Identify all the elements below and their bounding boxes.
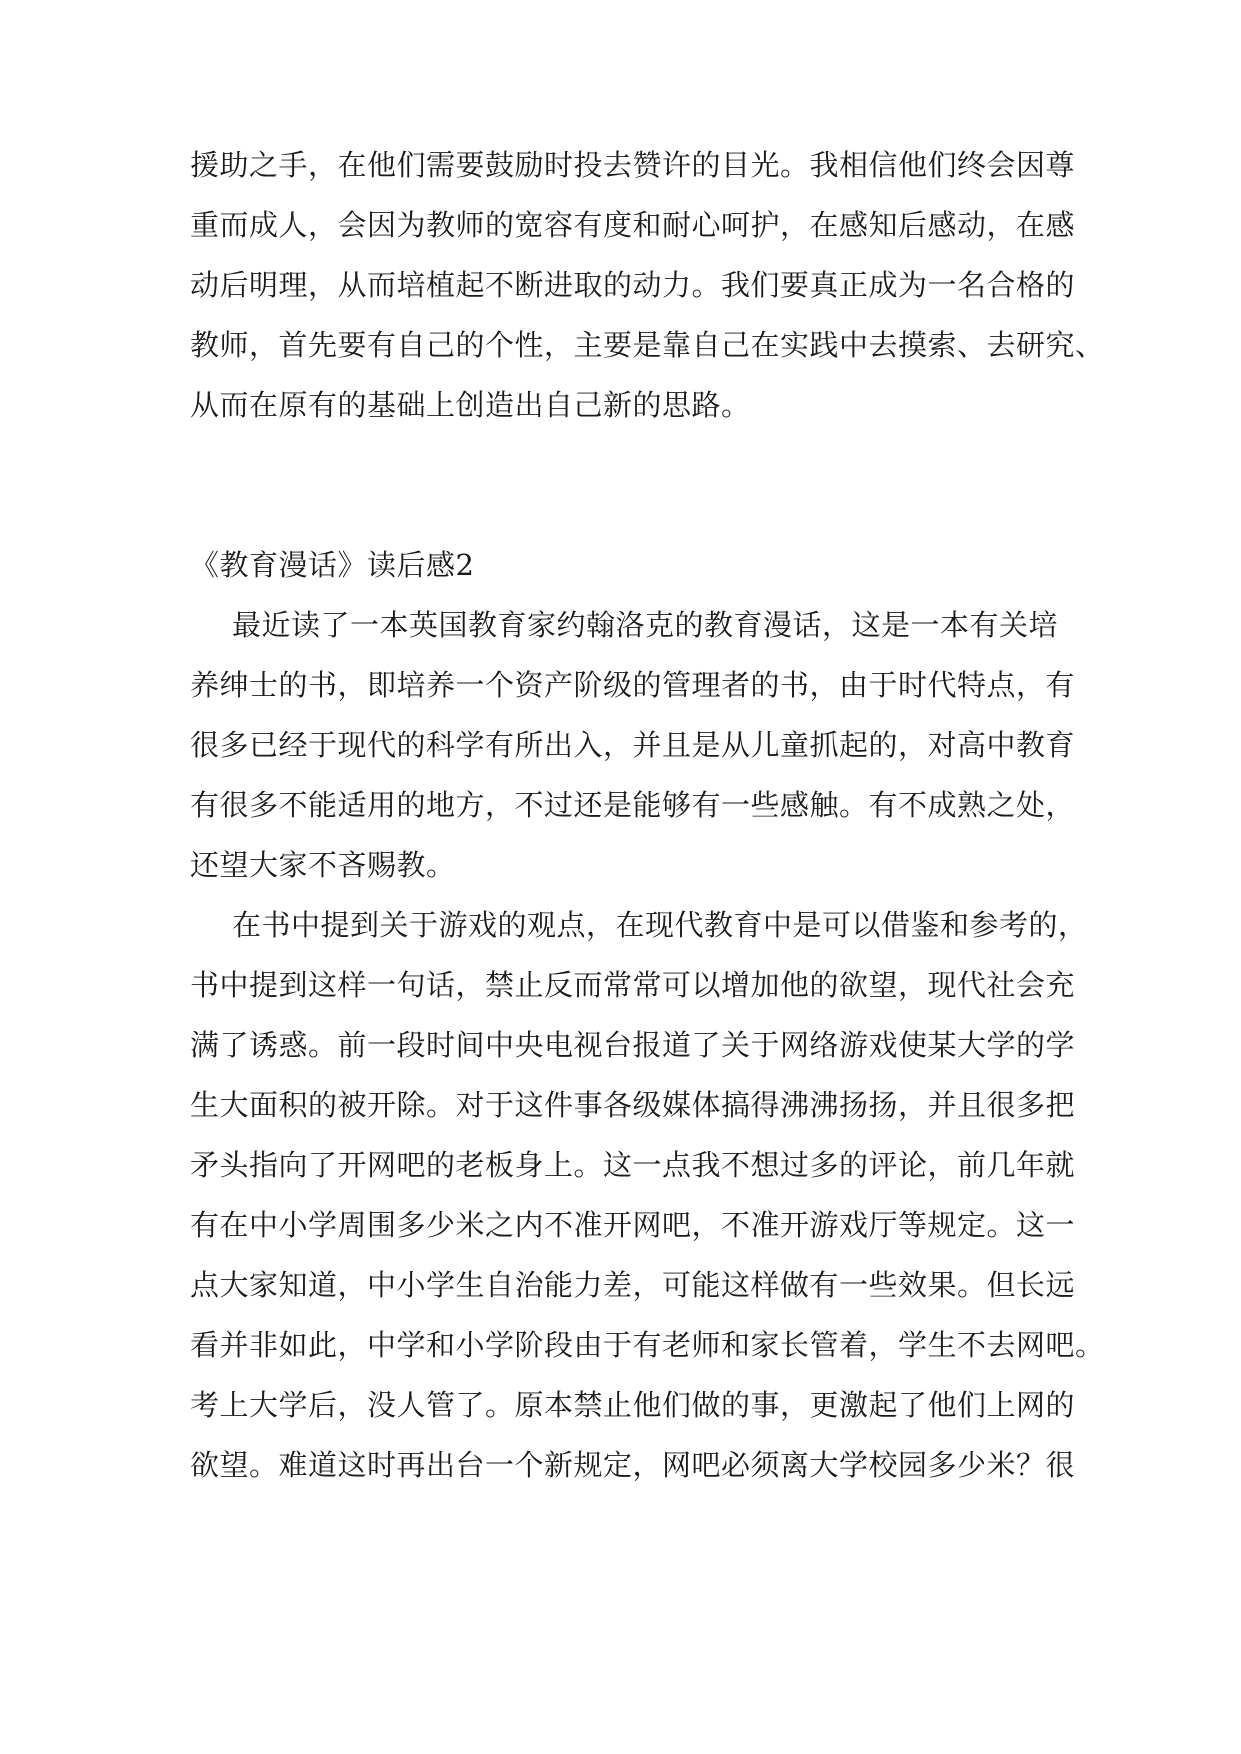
paragraph-1-line-1: 援助之手，在他们需要鼓励时投去赞许的目光。我相信他们终会因尊 xyxy=(190,148,1076,182)
paragraph-3-line-1: 在书中提到关于游戏的观点，在现代教育中是可以借鉴和参考的， xyxy=(232,908,1088,942)
paragraph-2-line-1: 最近读了一本英国教育家约翰洛克的教育漫话，这是一本有关培 xyxy=(232,608,1059,642)
paragraph-1-line-5: 从而在原有的基础上创造出自己新的思路。 xyxy=(190,388,751,422)
paragraph-3-line-9: 考上大学后，没人管了。原本禁止他们做的事，更激起了他们上网的 xyxy=(190,1388,1076,1422)
paragraph-1-line-4: 教师，首先要有自己的个性，主要是靠自己在实践中去摸索、去研究、 xyxy=(190,328,1105,362)
paragraph-3-line-6: 有在中小学周围多少米之内不准开网吧，不准开游戏厅等规定。这一 xyxy=(190,1208,1076,1242)
paragraph-3-line-3: 满了诱惑。前一段时间中央电视台报道了关于网络游戏使某大学的学 xyxy=(190,1028,1076,1062)
paragraph-3-line-4: 生大面积的被开除。对于这件事各级媒体搞得沸沸扬扬，并且很多把 xyxy=(190,1088,1076,1122)
paragraph-3-line-7: 点大家知道，中小学生自治能力差，可能这样做有一些效果。但长远 xyxy=(190,1268,1076,1302)
paragraph-2-line-2: 养绅士的书，即培养一个资产阶级的管理者的书，由于时代特点，有 xyxy=(190,668,1076,702)
paragraph-3-line-5: 矛头指向了开网吧的老板身上。这一点我不想过多的评论，前几年就 xyxy=(190,1148,1076,1182)
paragraph-2-line-4: 有很多不能适用的地方，不过还是能够有一些感触。有不成熟之处， xyxy=(190,788,1076,822)
paragraph-1-line-3: 动后明理，从而培植起不断进取的动力。我们要真正成为一名合格的 xyxy=(190,268,1076,302)
paragraph-3-line-10: 欲望。难道这时再出台一个新规定，网吧必须离大学校园多少米？很 xyxy=(190,1448,1076,1482)
paragraph-1-line-2: 重而成人，会因为教师的宽容有度和耐心呵护，在感知后感动，在感 xyxy=(190,208,1076,242)
paragraph-2-line-3: 很多已经于现代的科学有所出入，并且是从儿童抓起的，对高中教育 xyxy=(190,728,1076,762)
paragraph-2-line-5: 还望大家不吝赐教。 xyxy=(190,848,456,882)
section-heading: 《教育漫话》读后感2 xyxy=(190,548,475,582)
paragraph-3-line-8: 看并非如此，中学和小学阶段由于有老师和家长管着，学生不去网吧。 xyxy=(190,1328,1105,1362)
paragraph-3-line-2: 书中提到这样一句话，禁止反而常常可以增加他的欲望，现代社会充 xyxy=(190,968,1076,1002)
